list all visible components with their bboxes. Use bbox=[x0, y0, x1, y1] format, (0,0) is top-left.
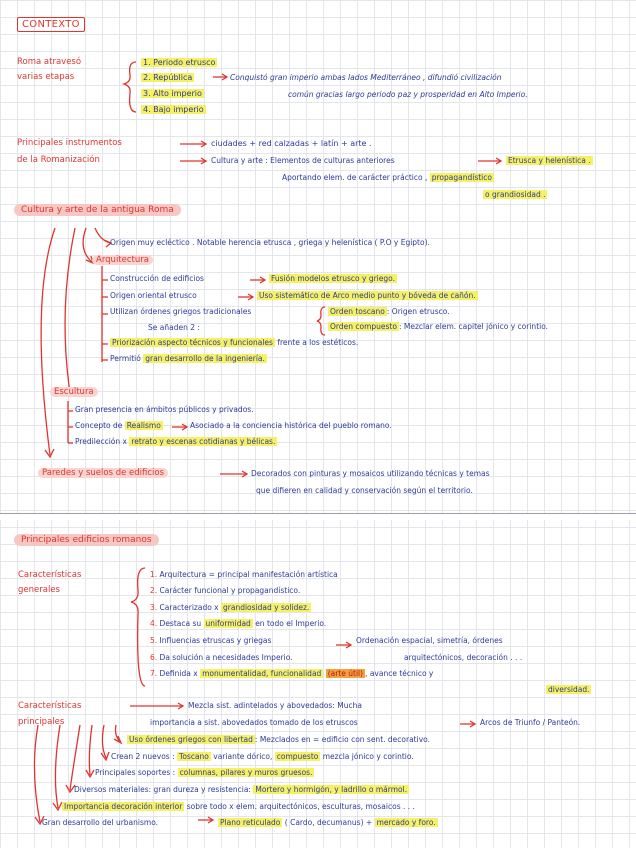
principales-label-2: principales bbox=[18, 717, 65, 727]
prin-1: Mezcla sist. adintelados y abovedados: Mucha bbox=[188, 701, 362, 710]
gen-item-5: 5. Influencias etruscas y griegas bbox=[150, 636, 272, 645]
prin-3: Uso órdenes griegos con libertad : Mezclados en = edificio con sent. decorativo. bbox=[129, 735, 430, 744]
stage-2: 2. República bbox=[143, 73, 193, 82]
arq-line-3a: Utilizan órdenes griegos tradicionales bbox=[110, 307, 252, 316]
paredes-line-1: Decorados con pinturas y mosaicos utilizando técnicas y temas bbox=[251, 469, 490, 478]
gen-item-5-note: Ordenación espacial, simetría, órdenes bbox=[356, 636, 503, 645]
esc-realismo-note: Asociado a la conciencia histórica del pueblo romano. bbox=[190, 421, 392, 430]
gen-item-6: 6. Da solución a necesidades Imperio. bbox=[150, 653, 293, 662]
generales-label-2: generales bbox=[18, 585, 60, 595]
instrumentos-line-1: ciudades + red calzadas + latín + arte . bbox=[211, 139, 372, 148]
orden-toscano: Orden toscano : Origen etrusco. bbox=[330, 307, 450, 316]
stage-3: 3. Alto imperio bbox=[143, 89, 202, 98]
notes-page-edificios bbox=[0, 520, 636, 848]
prin-6: Diversos materiales: gran dureza y resistencia: Mortero y hormigón, y ladrillo o mármol. bbox=[74, 785, 408, 794]
principales-label-1: Características bbox=[18, 701, 82, 711]
page-separator bbox=[0, 513, 636, 520]
instrumentos-line-2: Cultura y arte : Elementos de culturas anteriores bbox=[211, 156, 395, 165]
gen-item-7: 7. Definida x monumentalidad, funcionalidad (arte útil) , avance técnico y bbox=[150, 669, 434, 678]
gen-item-2: 2. Carácter funcional y propagandístico. bbox=[150, 586, 301, 595]
generales-label-1: Características bbox=[18, 570, 82, 580]
prin-2-note: Arcos de Triunfo / Panteón. bbox=[480, 718, 581, 727]
roma-label-1: Roma atravesó bbox=[17, 57, 82, 67]
instrumentos-label-2: de la Romanización bbox=[17, 155, 100, 165]
paredes-line-2: que difieren en calidad y conservación según el territorio. bbox=[256, 486, 473, 495]
esc-line-2: Concepto de Realismo bbox=[75, 421, 161, 430]
arq-line-2: Origen oriental etrusco bbox=[110, 291, 197, 300]
arq-fusion: Fusión modelos etrusco y griego. bbox=[271, 274, 395, 283]
etrusca-helenistica: Etrusca y helenística . bbox=[508, 156, 591, 165]
republica-note-1: Conquistó gran imperio ambas lados Mediterráneo , difundió civilización bbox=[230, 73, 502, 82]
esc-line-1: Gran presencia en ámbitos públicos y privados. bbox=[75, 405, 254, 414]
origen-ecletico: Origen muy ecléctico . Notable herencia etrusca , griega y helenística ( P.O y Egipto). bbox=[110, 238, 430, 247]
gen-item-4: 4. Destaca su uniformidad en todo el Imperio. bbox=[150, 619, 327, 628]
escultura-title: Escultura bbox=[50, 387, 98, 397]
prin-2: importancia a sist. abovedados tomado de los etruscos bbox=[150, 718, 358, 727]
gen-item-3: 3. Caracterizado x grandiosidad y solidez. bbox=[150, 603, 310, 612]
stage-4: 4. Bajo imperio bbox=[143, 105, 204, 114]
roma-label-2: varias etapas bbox=[17, 72, 75, 82]
arquitectura-title: Arquitectura bbox=[92, 255, 153, 265]
gen-item-1: 1. Arquitectura = principal manifestación artística bbox=[150, 570, 338, 579]
arq-arco: Uso sistemático de Arco medio punto y bóveda de cañón. bbox=[259, 291, 476, 300]
arq-line-3b: Se añaden 2 : bbox=[148, 323, 200, 332]
republica-note-2: común gracias largo periodo paz y prosperidad en Alto Imperio. bbox=[288, 90, 528, 99]
instrumentos-line-4: o grandiosidad . bbox=[485, 190, 546, 199]
instrumentos-label-1: Principales instrumentos bbox=[17, 138, 122, 148]
gen-item-6-note: arquitectónicos, decoración . . . bbox=[404, 653, 523, 662]
section-cultura-title: Cultura y arte de la antigua Roma bbox=[14, 204, 181, 216]
instrumentos-line-3: Aportando elem. de carácter práctico , propagandístico bbox=[282, 173, 492, 182]
gen-diversidad: diversidad. bbox=[548, 685, 590, 694]
prin-7: Importancia decoración interior sobre todo x elem. arquitectónicos, esculturas, mosaicos . . . bbox=[64, 802, 415, 811]
prin-5: Principales soportes : columnas, pilares y muros gruesos. bbox=[95, 768, 313, 777]
prin-8-note: Plano reticulado ( Cardo, decumanus) + mercado y foro. bbox=[220, 818, 436, 827]
page-title-contexto: CONTEXTO bbox=[17, 17, 85, 32]
paredes-title: Paredes y suelos de edificios bbox=[38, 468, 168, 478]
arq-line-4: Priorización aspecto técnicos y funcionales frente a los estéticos. bbox=[112, 338, 359, 347]
section-edificios-title: Principales edificios romanos bbox=[14, 534, 159, 546]
prin-4: Crean 2 nuevos : Toscano variante dórico, compuesto mezcla jónico y corintio. bbox=[111, 752, 414, 761]
orden-compuesto: Orden compuesto : Mezclar elem. capitel jónico y corintio. bbox=[330, 322, 549, 331]
arq-line-1: Construcción de edificios bbox=[110, 274, 204, 283]
esc-line-3: Predilección x retrato y escenas cotidianas y bélicas. bbox=[75, 437, 276, 446]
prin-8: Gran desarrollo del urbanismo. bbox=[42, 818, 159, 827]
stage-1: 1. Periodo etrusco bbox=[143, 58, 216, 67]
arq-line-5: Permitió gran desarrollo de la ingeniería. bbox=[110, 354, 265, 363]
